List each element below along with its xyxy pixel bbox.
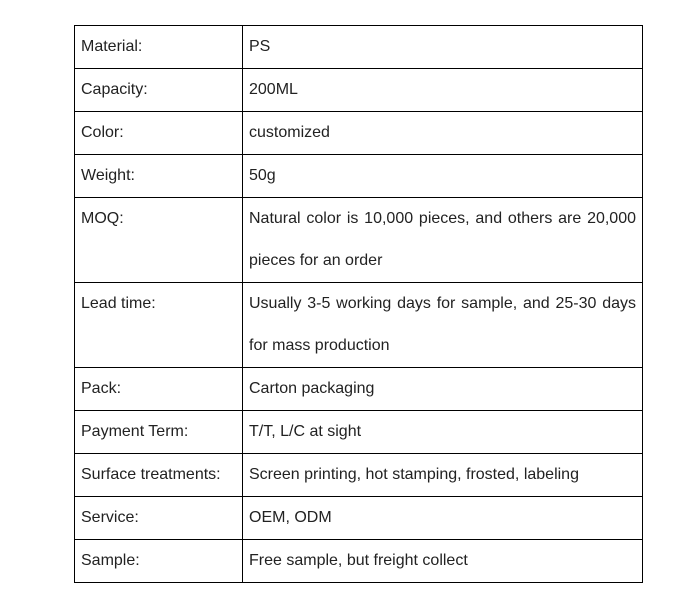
row-label: Material: [81, 38, 143, 55]
table-row-color [75, 112, 643, 155]
row-value: Screen printing, hot stamping, frosted, labeling [249, 466, 579, 483]
row-value: PS [249, 38, 271, 55]
row-value-cell [243, 368, 643, 411]
table-row-surface-treatments [75, 454, 643, 497]
row-value-cell [243, 26, 643, 69]
row-value-cell [243, 454, 643, 497]
row-value: Free sample, but freight collect [249, 552, 468, 569]
row-label-cell [75, 283, 243, 368]
row-label: MOQ: [81, 210, 124, 227]
row-value-cell [243, 283, 643, 368]
row-value-cell [243, 112, 643, 155]
row-label: Capacity: [81, 81, 148, 98]
row-value: OEM, ODM [249, 509, 332, 526]
row-label-cell [75, 497, 243, 540]
row-label-cell [75, 198, 243, 283]
row-value-cell [243, 155, 643, 198]
row-label-cell [75, 69, 243, 112]
row-value: T/T, L/C at sight [249, 423, 362, 440]
table-row-capacity [75, 69, 643, 112]
row-label: Sample: [81, 552, 140, 569]
table-row-lead-time [75, 283, 643, 368]
row-label-cell [75, 368, 243, 411]
row-value: 200ML [249, 81, 298, 98]
table-row-service [75, 497, 643, 540]
row-label-cell [75, 112, 243, 155]
table-row-material [75, 26, 643, 69]
row-label-cell [75, 540, 243, 583]
table-row-weight [75, 155, 643, 198]
row-value: 50g [249, 167, 276, 184]
row-value: Natural color is 10,000 pieces, and others are 20,000 pieces for an order [249, 210, 636, 269]
row-value-cell [243, 198, 643, 283]
row-label: Service: [81, 509, 139, 526]
row-label: Pack: [81, 380, 122, 397]
row-value-cell [243, 411, 643, 454]
row-value: Usually 3-5 working days for sample, and 25-30 days for mass production [249, 295, 636, 354]
row-value-cell [243, 69, 643, 112]
row-label: Color: [81, 124, 124, 141]
row-label: Payment Term: [81, 423, 189, 440]
row-label: Weight: [81, 167, 135, 184]
table-row-pack [75, 368, 643, 411]
row-label: Lead time: [81, 295, 156, 312]
row-label-cell [75, 155, 243, 198]
table-row-moq [75, 198, 643, 283]
table-row-sample [75, 540, 643, 583]
row-value-cell [243, 497, 643, 540]
row-label: Surface treatments: [81, 466, 221, 483]
row-label-cell [75, 454, 243, 497]
table-row-payment-term [75, 411, 643, 454]
row-label-cell [75, 411, 243, 454]
row-label-cell [75, 26, 243, 69]
row-value: customized [249, 124, 330, 141]
row-value-cell [243, 540, 643, 583]
row-value: Carton packaging [249, 380, 375, 397]
product-spec-table [74, 25, 643, 583]
